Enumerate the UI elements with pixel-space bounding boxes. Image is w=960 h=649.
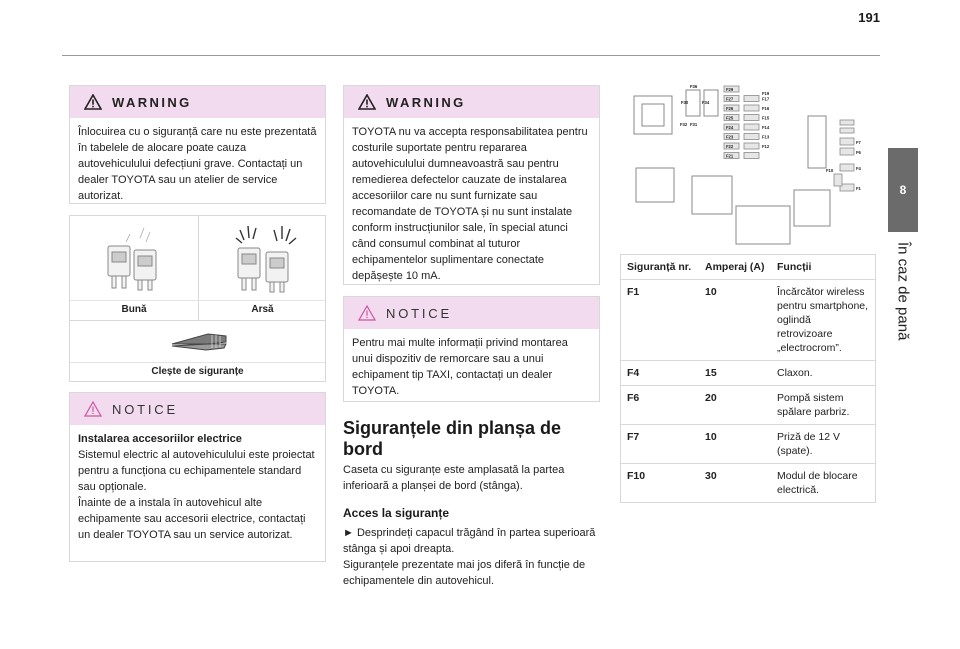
fuse-label: F7 — [856, 140, 861, 145]
warning-text: Înlocuirea cu o siguranță care nu este prezentată în tabelele de alocare poate cauza autovehiculului defecțiuni grave. Contactați un dealer TOYOTA sau un atelier de service autorizat. — [78, 126, 317, 202]
fuse-table — [620, 254, 876, 503]
access-subheading: Acces la siguranțe — [343, 506, 450, 520]
good-fuse-label: Bună — [121, 304, 147, 315]
fuse-label: F34 — [702, 100, 710, 105]
table-row — [621, 280, 875, 361]
notice-title: Instalarea accesoriilor electrice — [78, 433, 242, 445]
fuse-amperage: 10 — [705, 286, 717, 298]
table-row — [621, 464, 875, 502]
notice-header — [344, 297, 599, 329]
fuse-label: F15 — [762, 115, 770, 121]
fuse-label: F29 — [726, 86, 734, 92]
chapter-tab[interactable]: 8 — [888, 148, 918, 232]
fuse-number: F1 — [627, 286, 640, 298]
fuse-label: F16 — [762, 105, 770, 111]
header-fuse-number: Siguranță nr. — [627, 261, 692, 273]
warning-triangle-icon — [84, 94, 102, 110]
fuse-label: F31 — [690, 122, 698, 127]
fuse-slot — [744, 115, 759, 121]
fuse-note: Siguranțele prezentate mai jos diferă în funcție de echipamentele din autovehicul. — [343, 559, 586, 587]
fuse-number: F10 — [627, 470, 646, 482]
fuse-number: F4 — [627, 367, 640, 379]
fuse-slot — [744, 153, 759, 159]
notice-label: NOTICE — [112, 401, 178, 417]
fuse-box-diagram — [620, 80, 876, 248]
fuse-label: F21 — [726, 153, 734, 159]
fuse-label: F19 — [762, 90, 770, 96]
notice-body — [70, 425, 325, 551]
header-amperage: Amperaj (A) — [705, 261, 765, 273]
fuse-slot — [744, 105, 759, 111]
good-fuse-image — [100, 224, 170, 294]
warning-header — [344, 86, 599, 118]
fuse-label: F14 — [762, 124, 770, 130]
fuse-label: F23 — [726, 134, 734, 140]
notice-box-left — [69, 392, 326, 562]
fuse-label: F4 — [856, 166, 861, 171]
fuse-label: F17 — [762, 96, 770, 102]
fuse-pliers-label: Clește de siguranțe — [151, 366, 244, 377]
fuse-label: F6 — [856, 150, 861, 155]
fuse-label: F22 — [726, 143, 734, 149]
warning-triangle-icon — [358, 94, 376, 110]
fuse-amperage: 10 — [705, 431, 717, 443]
fuse-label: F30 — [681, 100, 689, 105]
warning-header — [70, 86, 325, 118]
fuse-label: F12 — [762, 143, 770, 149]
notice-triangle-icon — [84, 401, 102, 417]
fuse-label: F10 — [826, 168, 834, 173]
fuse-amperage: 15 — [705, 367, 717, 379]
fuse-label: F27 — [726, 96, 734, 102]
notice-paragraph-1: Sistemul electric al autovehiculului este proiectat pentru a funcționa cu echipamentele standard sau opționale. — [78, 449, 315, 493]
top-divider — [62, 55, 880, 56]
table-row — [621, 386, 875, 425]
fuse-number: F7 — [627, 431, 640, 443]
notice-header — [70, 393, 325, 425]
fuse-amperage: 30 — [705, 470, 717, 482]
warning-label: WARNING — [112, 94, 192, 110]
warning-text: TOYOTA nu va accepta responsabilitatea pentru costurile suportate pentru repararea autovehiculului dumneavoastră sau pentru remedierea defectelor cauzate de instalarea accesoriilor care nu sunt furnizate sau recomandate de TOYOTA și nu sunt instalate conform instrucțiunilor sale, în special atunci când consumul combinat al tuturor echipamentelor suplimentare conectate depășește 10 mA. — [352, 126, 588, 282]
fuse-function: Încărcător wireless pentru smartphone, oglindă retrovizoare „electrocrom”. — [777, 286, 869, 354]
fuse-number: F6 — [627, 392, 640, 404]
fuse-amperage: 20 — [705, 392, 717, 404]
fuse-function: Modul de blocare electrică. — [777, 470, 858, 496]
fuse-label: F32 — [680, 122, 688, 127]
fuse-function: Priză de 12 V (spate). — [777, 431, 841, 457]
fuse-function: Pompă sistem spălare parbriz. — [777, 392, 850, 418]
table-header-row — [621, 255, 875, 280]
warning-box-middle — [343, 85, 600, 285]
access-step: ► Desprindeți capacul trăgând în partea superioară stânga și apoi dreapta. — [343, 527, 596, 555]
section-heading: Siguranțele din planșa de bord — [343, 418, 562, 459]
fuse-slot — [744, 134, 759, 140]
fuse-function: Claxon. — [777, 367, 813, 379]
table-row — [621, 425, 875, 464]
notice-triangle-icon — [358, 305, 376, 321]
fuse-illustration — [69, 215, 326, 382]
notice-label: NOTICE — [386, 305, 452, 321]
notice-box-middle — [343, 296, 600, 402]
warning-label: WARNING — [386, 94, 466, 110]
fuse-slot — [744, 124, 759, 130]
header-functions: Funcții — [777, 261, 812, 273]
chapter-title: În caz de pană — [894, 242, 912, 341]
fuse-slot — [744, 143, 759, 149]
fuse-label: F13 — [762, 134, 770, 140]
blown-fuse-image — [230, 224, 302, 294]
warning-box-left — [69, 85, 326, 204]
fuse-label: F25 — [726, 115, 734, 121]
fuse-slot — [744, 96, 759, 102]
fuse-label: F1 — [856, 186, 861, 191]
page-number: 191 — [858, 10, 880, 25]
table-row — [621, 361, 875, 386]
fuse-label: F24 — [726, 124, 734, 130]
fuse-pliers-image — [168, 326, 230, 354]
notice-paragraph-2: Înainte de a instala în autovehicul alte echipamente sau accesorii electrice, contactați un dealer TOYOTA sau un service autorizat. — [78, 497, 306, 541]
fuse-label: F36 — [690, 84, 698, 89]
blown-fuse-label: Arsă — [251, 304, 274, 315]
section-intro: Caseta cu siguranțe este amplasată la partea inferioară a planșei de bord (stânga). — [343, 464, 565, 492]
fuse-label: F26 — [726, 105, 734, 111]
notice-text: Pentru mai multe informații privind montarea unui dispozitiv de remorcare sau a unui echipament tip TAXI, contactați un dealer TOYOTA. — [352, 337, 568, 397]
